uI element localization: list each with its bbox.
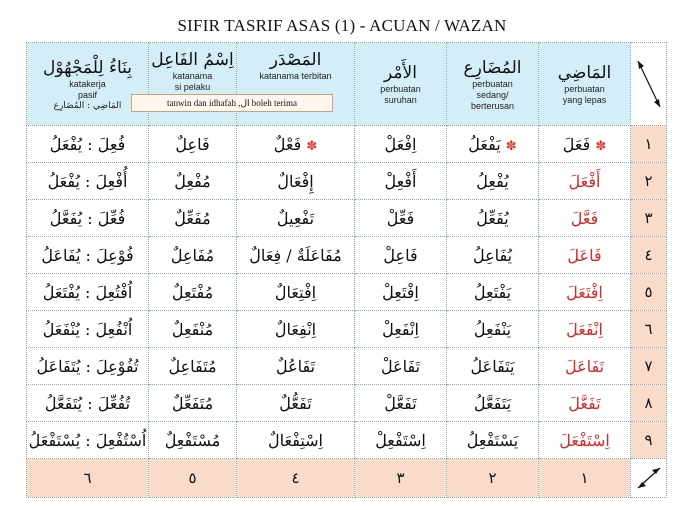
- table-row: [27, 126, 667, 163]
- cell-masdar: [237, 422, 355, 459]
- cell-majhul: [27, 385, 149, 422]
- cell-madhi: [539, 163, 631, 200]
- table-row: [27, 163, 667, 200]
- table-row: [27, 274, 667, 311]
- fail-form: مُتَفَاعِلٌ: [168, 356, 217, 376]
- marker-star-icon: ✽: [595, 138, 607, 154]
- row-number: ٢: [631, 163, 667, 200]
- cell-fail: [149, 274, 237, 311]
- amr-form: تَفَاعَلْ: [380, 356, 421, 376]
- cell-fail: [149, 348, 237, 385]
- cell-amr: [355, 422, 447, 459]
- fail-form: مُفْتَعِلٌ: [171, 282, 214, 302]
- row-number: ٣: [631, 200, 667, 237]
- row-number: ٥: [631, 274, 667, 311]
- header-madhi-sub1: perbuatan: [564, 84, 605, 94]
- fail-form: مُفَاعِلٌ: [170, 245, 215, 265]
- header-mudhari-sub1: perbuatan: [472, 78, 513, 89]
- cell-mudhari: [447, 237, 539, 274]
- cell-masdar: [237, 274, 355, 311]
- idhafah-note: boleh terima ال, tanwin dan idhafah: [131, 94, 333, 112]
- masdar-form: فَعْلٌ: [273, 134, 302, 154]
- cell-madhi: [539, 126, 631, 163]
- masdar-form: تَفْعِيلٌ: [276, 208, 315, 228]
- masdar-form: اِسْتِفْعَالٌ: [268, 430, 323, 450]
- cell-madhi: [539, 311, 631, 348]
- masdar-form: مُفَاعَلَةٌ / فِعَالٌ: [249, 245, 342, 265]
- diagonal-double-arrow-icon: [631, 464, 666, 492]
- table-row: [27, 348, 667, 385]
- fail-form: مُسْتَفْعِلٌ: [164, 430, 221, 450]
- amr-form: اِفْتَعِلْ: [382, 282, 419, 302]
- madhi-form: أَفْعَلَ: [568, 171, 601, 191]
- header-fail: [149, 43, 237, 126]
- majhul-form: فُعِّلَ : يُفَعَّلُ: [49, 208, 126, 228]
- row-number: ٨: [631, 385, 667, 422]
- footer-row: [27, 459, 667, 498]
- table-row: [27, 311, 667, 348]
- cell-amr: [355, 274, 447, 311]
- masdar-form: اِفْتِعَالٌ: [274, 282, 317, 302]
- row-number: ٦: [631, 311, 667, 348]
- cell-mudhari: [447, 126, 539, 163]
- madhi-form: تَفَاعَلَ: [564, 356, 605, 376]
- cell-fail: [149, 126, 237, 163]
- cell-madhi: [539, 237, 631, 274]
- majhul-form: تُفُعِّلَ : يُتَفَعَّلُ: [44, 393, 131, 413]
- majhul-form: أُفْعِلَ : يُفْعَلُ: [47, 171, 128, 191]
- header-mudhari-sub2: sedang/: [476, 89, 509, 100]
- madhi-form: تَفَعَّلَ: [568, 393, 601, 413]
- header-amr: [355, 43, 447, 126]
- masdar-form: اِنْفِعَالٌ: [274, 319, 317, 339]
- cell-masdar: [237, 237, 355, 274]
- cell-fail: [149, 237, 237, 274]
- cell-madhi: [539, 348, 631, 385]
- amr-form: اِسْتَفْعِلْ: [375, 430, 426, 450]
- masdar-form: إِفْعَالٌ: [277, 171, 314, 191]
- cell-mudhari: [447, 274, 539, 311]
- table-row: [27, 422, 667, 459]
- cell-amr: [355, 200, 447, 237]
- madhi-form: فَاعَلَ: [567, 245, 602, 265]
- cell-amr: [355, 237, 447, 274]
- cell-fail: [149, 385, 237, 422]
- mudhari-form: يَتَفَعَّلُ: [473, 393, 512, 413]
- corner-top: [631, 43, 667, 126]
- footer-cell-2: ٢: [447, 459, 539, 498]
- header-fail-sub1: katanama: [172, 71, 213, 81]
- header-amr-arabic: الأَمْر: [384, 63, 417, 83]
- cell-fail: [149, 422, 237, 459]
- cell-majhul: [27, 163, 149, 200]
- mudhari-form: يَتَفَاعَلُ: [470, 356, 515, 376]
- table-row: [27, 237, 667, 274]
- cell-mudhari: [447, 422, 539, 459]
- cell-masdar: [237, 311, 355, 348]
- cell-madhi: [539, 274, 631, 311]
- row-number: ٤: [631, 237, 667, 274]
- cell-mudhari: [447, 311, 539, 348]
- majhul-form: اُفْتُعِلَ : يُفْتَعَلُ: [42, 282, 133, 302]
- cell-mudhari: [447, 200, 539, 237]
- cell-amr: [355, 385, 447, 422]
- marker-star-icon: ✽: [505, 138, 517, 154]
- header-masdar: [237, 43, 355, 126]
- header-fail-sub2: si pelaku: [174, 82, 211, 92]
- cell-madhi: [539, 385, 631, 422]
- mudhari-form: يَفْعَلُ: [468, 134, 501, 154]
- amr-form: فَاعِلْ: [383, 245, 418, 265]
- marker-star-icon: ✽: [306, 138, 318, 154]
- cell-majhul: [27, 274, 149, 311]
- cell-mudhari: [447, 385, 539, 422]
- cell-masdar: [237, 126, 355, 163]
- madhi-form: فَعَلَ: [562, 134, 591, 154]
- amr-form: تَفَعَّلْ: [384, 393, 417, 413]
- cell-fail: [149, 311, 237, 348]
- footer-cell-5: ٥: [149, 459, 237, 498]
- cell-amr: [355, 126, 447, 163]
- madhi-form: اِسْتَفْعَلَ: [559, 430, 610, 450]
- amr-form: اِفْعَلْ: [384, 134, 417, 154]
- mudhari-form: يَسْتَفْعِلُ: [466, 430, 519, 450]
- cell-majhul: [27, 348, 149, 385]
- footer-cell-4: ٤: [237, 459, 355, 498]
- majhul-form: تُفُوْعِلَ : يُتَفَاعَلُ: [36, 356, 139, 376]
- header-fail-arabic: اِسْمُ الفَاعِل: [151, 50, 234, 70]
- header-majhul-sub3: المَاضِي : المُضَارِع: [53, 101, 122, 111]
- cell-madhi: [539, 422, 631, 459]
- header-madhi-arabic: المَاضِي: [557, 63, 612, 83]
- majhul-form: اُنْفُعِلَ : يُنْفَعَلُ: [42, 319, 133, 339]
- mudhari-form: يَنْفَعِلُ: [473, 319, 512, 339]
- corner-bottom: [631, 459, 667, 498]
- cell-amr: [355, 311, 447, 348]
- fail-form: مُفْعِلٌ: [174, 171, 211, 191]
- cell-masdar: [237, 348, 355, 385]
- header-row: [27, 43, 667, 126]
- cell-fail: [149, 163, 237, 200]
- madhi-form: اِنْفَعَلَ: [566, 319, 603, 339]
- header-majhul-arabic: بِنَاءُ لِلْمَجْهُوْل: [42, 58, 133, 78]
- cell-majhul: [27, 237, 149, 274]
- footer-cell-3: ٣: [355, 459, 447, 498]
- cell-amr: [355, 348, 447, 385]
- cell-mudhari: [447, 163, 539, 200]
- cell-mudhari: [447, 348, 539, 385]
- header-mudhari: [447, 43, 539, 126]
- majhul-form: فُعِلَ : يُفْعَلُ: [49, 134, 126, 154]
- row-number: ٩: [631, 422, 667, 459]
- header-majhul: [27, 43, 149, 126]
- footer-cell-1: ١: [539, 459, 631, 498]
- amr-form: اِنْفَعِلْ: [382, 319, 419, 339]
- footer-cell-6: ٦: [27, 459, 149, 498]
- cell-amr: [355, 163, 447, 200]
- table-row: [27, 200, 667, 237]
- cell-majhul: [27, 311, 149, 348]
- fail-form: مُتَفَعِّلٌ: [171, 393, 214, 413]
- majhul-form: فُوْعِلَ : يُفَاعَلُ: [41, 245, 134, 265]
- header-majhul-sub1: katakerja: [69, 79, 106, 89]
- tasrif-table: [26, 42, 667, 498]
- cell-majhul: [27, 200, 149, 237]
- row-number: ١: [631, 126, 667, 163]
- madhi-form: فَعَّلَ: [570, 208, 599, 228]
- cell-madhi: [539, 200, 631, 237]
- header-majhul-sub2: pasif: [77, 90, 97, 100]
- table-row: [27, 385, 667, 422]
- cell-masdar: [237, 163, 355, 200]
- header-masdar-arabic: المَصْدَر: [269, 50, 322, 70]
- amr-form: فَعِّلْ: [386, 208, 415, 228]
- header-mudhari-arabic: المُضَارِع: [463, 57, 522, 78]
- header-amr-sub2: suruhan: [384, 95, 417, 105]
- mudhari-form: يُفْعِلُ: [476, 171, 509, 191]
- masdar-form: تَفَعُّلٌ: [279, 393, 312, 413]
- mudhari-form: يُفَاعِلُ: [472, 245, 513, 265]
- mudhari-form: يُفَعِّلُ: [476, 208, 509, 228]
- header-amr-sub1: perbuatan: [380, 84, 421, 94]
- madhi-form: اِفْتَعَلَ: [566, 282, 603, 302]
- fail-form: مُنْفَعِلٌ: [171, 319, 214, 339]
- header-madhi: [539, 43, 631, 126]
- header-madhi-sub2: yang lepas: [562, 95, 607, 105]
- fail-form: فَاعِلٌ: [175, 134, 210, 154]
- amr-form: أَفْعِلْ: [384, 171, 417, 191]
- cell-majhul: [27, 126, 149, 163]
- diagonal-double-arrow-icon: [631, 57, 666, 111]
- majhul-form: اُسْتُفْعِلَ : يُسْتَفْعَلُ: [28, 430, 147, 450]
- mudhari-form: يَفْتَعِلُ: [473, 282, 512, 302]
- masdar-form: تَفَاعُلٌ: [275, 356, 316, 376]
- cell-majhul: [27, 422, 149, 459]
- row-number: ٧: [631, 348, 667, 385]
- page-title: SIFIR TASRIF ASAS (1) - ACUAN / WAZAN: [177, 16, 507, 35]
- cell-fail: [149, 200, 237, 237]
- header-mudhari-sub3: berterusan: [470, 100, 515, 111]
- cell-masdar: [237, 385, 355, 422]
- cell-masdar: [237, 200, 355, 237]
- header-masdar-sub1: katanama terbitan: [259, 71, 332, 81]
- fail-form: مُفَعِّلٌ: [174, 208, 211, 228]
